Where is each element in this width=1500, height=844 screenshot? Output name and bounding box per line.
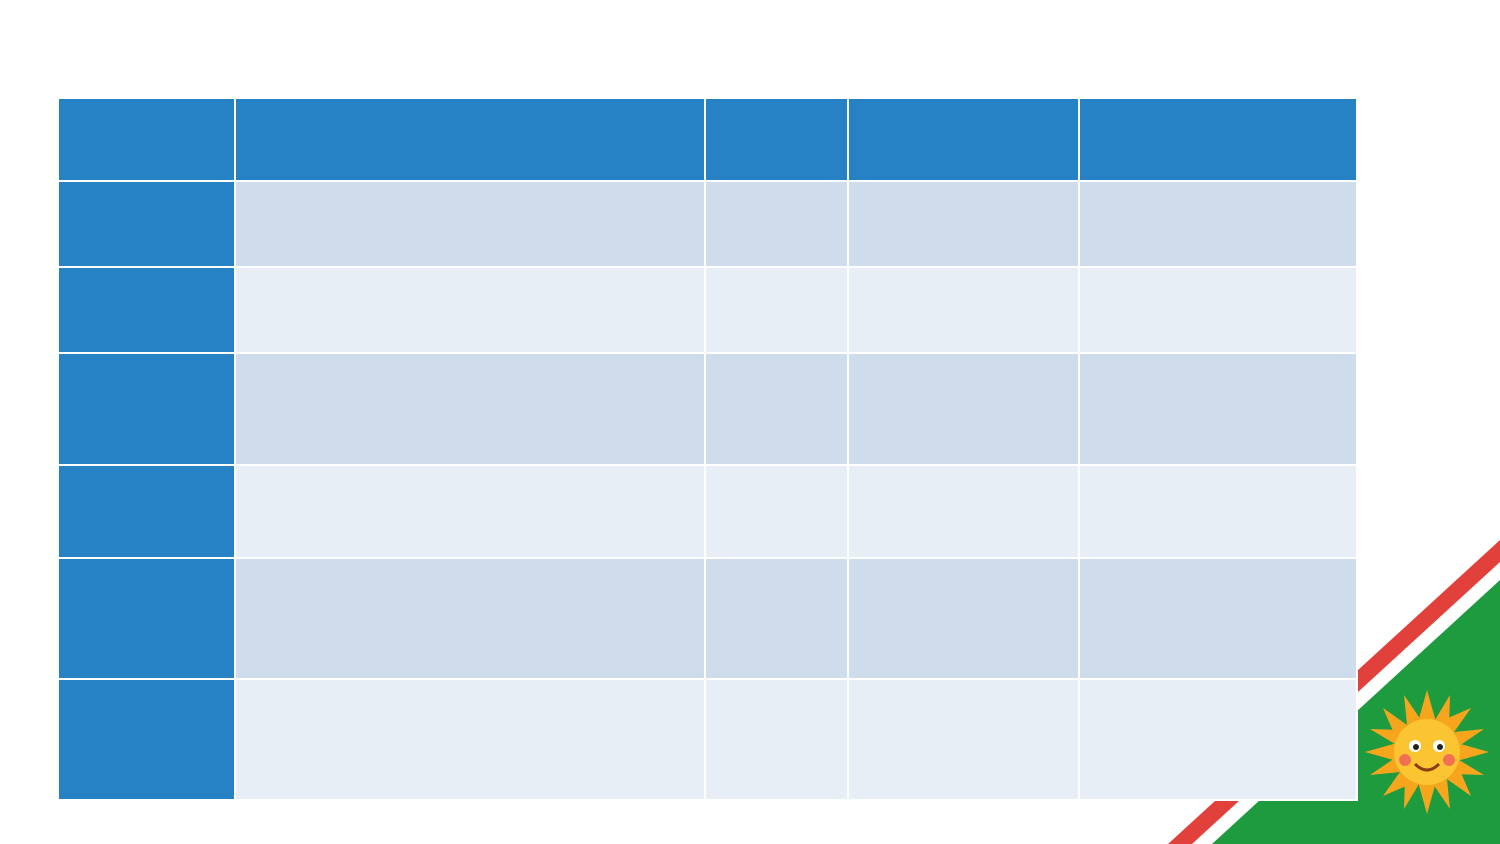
header-responsible <box>1079 98 1357 181</box>
row-place <box>848 267 1079 353</box>
table-header-row <box>58 98 1357 181</box>
table-row <box>58 558 1357 679</box>
row-date <box>58 353 235 465</box>
row-classes <box>705 181 848 267</box>
pencils-top-decoration <box>1005 0 1500 95</box>
row-place <box>848 353 1079 465</box>
header-classes <box>705 98 848 181</box>
row-event <box>235 267 705 353</box>
row-date <box>58 267 235 353</box>
row-event <box>235 181 705 267</box>
row-event <box>235 558 705 679</box>
row-place <box>848 679 1079 800</box>
row-responsible <box>1079 558 1357 679</box>
row-place <box>848 465 1079 558</box>
row-classes <box>705 353 848 465</box>
row-responsible <box>1079 465 1357 558</box>
row-responsible <box>1079 267 1357 353</box>
row-event <box>235 679 705 800</box>
row-date <box>58 679 235 800</box>
events-table <box>57 97 1358 801</box>
row-responsible <box>1079 181 1357 267</box>
row-place <box>848 558 1079 679</box>
row-classes <box>705 679 848 800</box>
table-row <box>58 465 1357 558</box>
header-place <box>848 98 1079 181</box>
header-date <box>58 98 235 181</box>
row-date <box>58 558 235 679</box>
pencils-right-decoration <box>1430 70 1500 425</box>
table-row <box>58 267 1357 353</box>
sun-icon <box>1355 686 1500 816</box>
header-event <box>235 98 705 181</box>
row-classes <box>705 465 848 558</box>
row-date <box>58 181 235 267</box>
row-classes <box>705 267 848 353</box>
row-place <box>848 181 1079 267</box>
table-row <box>58 181 1357 267</box>
row-responsible <box>1079 679 1357 800</box>
table-row <box>58 679 1357 800</box>
table-row <box>58 353 1357 465</box>
row-date <box>58 465 235 558</box>
row-responsible <box>1079 353 1357 465</box>
row-event <box>235 465 705 558</box>
row-event <box>235 353 705 465</box>
row-classes <box>705 558 848 679</box>
